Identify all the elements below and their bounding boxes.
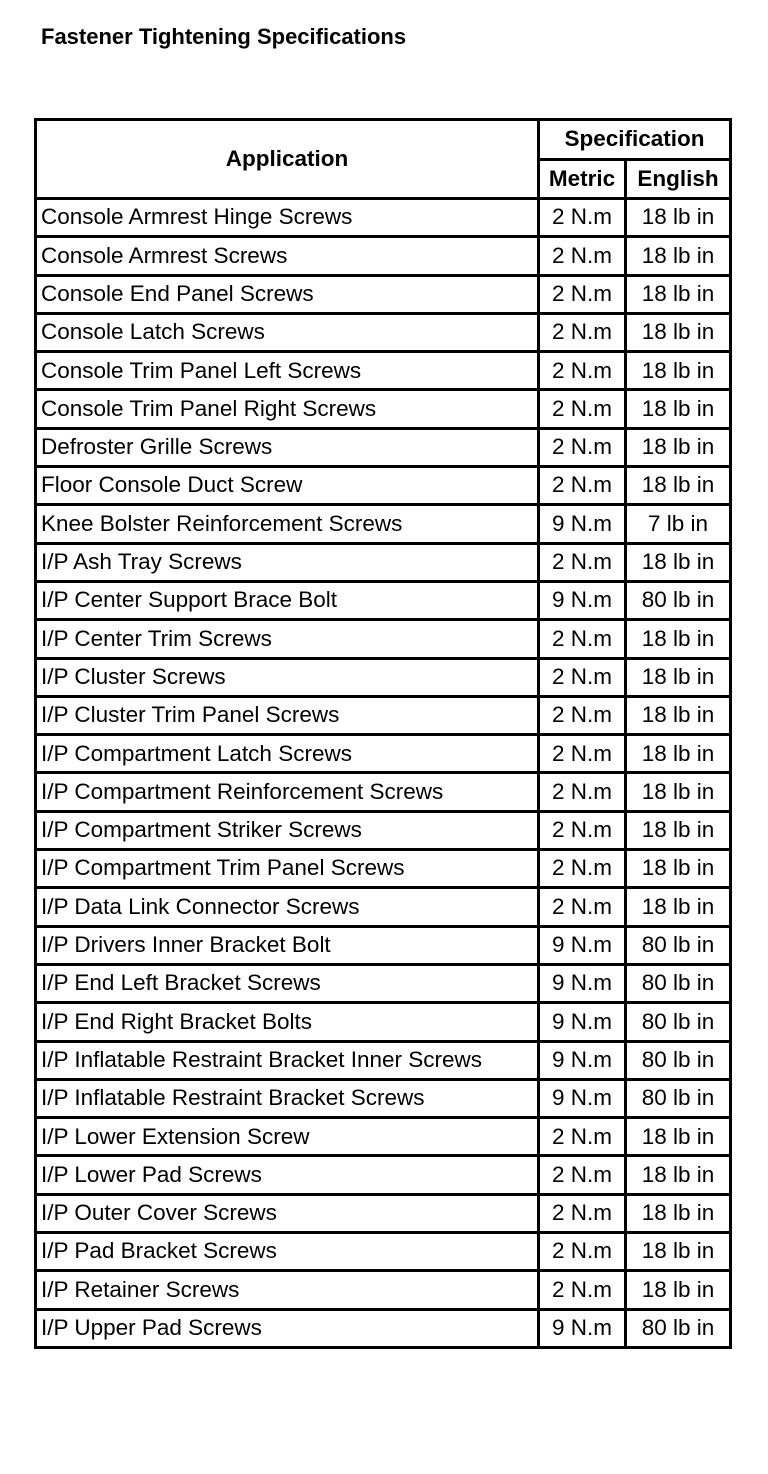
table-row bbox=[36, 1233, 731, 1271]
metric-cell: 2 N.m bbox=[539, 237, 626, 275]
english-cell: 80 lb in bbox=[626, 581, 731, 619]
table-row bbox=[36, 581, 731, 619]
application-cell: I/P Upper Pad Screws bbox=[36, 1309, 539, 1347]
metric-cell: 9 N.m bbox=[539, 581, 626, 619]
table-row bbox=[36, 926, 731, 964]
table-row bbox=[36, 1041, 731, 1079]
english-cell: 18 lb in bbox=[626, 1233, 731, 1271]
page-title: Fastener Tightening Specifications bbox=[41, 24, 407, 49]
specification-column-header: Specification bbox=[539, 120, 731, 160]
english-cell: 18 lb in bbox=[626, 543, 731, 581]
application-cell: Console End Panel Screws bbox=[36, 275, 539, 313]
application-cell: I/P Data Link Connector Screws bbox=[36, 888, 539, 926]
table-row bbox=[36, 1118, 731, 1156]
metric-cell: 9 N.m bbox=[539, 1041, 626, 1079]
application-cell: I/P Retainer Screws bbox=[36, 1271, 539, 1309]
table-row bbox=[36, 543, 731, 581]
application-cell: I/P End Left Bracket Screws bbox=[36, 964, 539, 1002]
table-row bbox=[36, 199, 731, 237]
application-column-header: Application bbox=[36, 120, 539, 199]
metric-cell: 2 N.m bbox=[539, 773, 626, 811]
english-cell: 18 lb in bbox=[626, 696, 731, 734]
table-row bbox=[36, 696, 731, 734]
english-cell: 18 lb in bbox=[626, 773, 731, 811]
english-cell: 18 lb in bbox=[626, 735, 731, 773]
table-row bbox=[36, 1271, 731, 1309]
english-cell: 80 lb in bbox=[626, 926, 731, 964]
metric-cell: 2 N.m bbox=[539, 428, 626, 466]
metric-cell: 2 N.m bbox=[539, 1233, 626, 1271]
metric-cell: 2 N.m bbox=[539, 658, 626, 696]
application-cell: I/P Drivers Inner Bracket Bolt bbox=[36, 926, 539, 964]
application-cell: I/P Compartment Reinforcement Screws bbox=[36, 773, 539, 811]
application-cell: I/P Cluster Screws bbox=[36, 658, 539, 696]
application-cell: Console Trim Panel Left Screws bbox=[36, 352, 539, 390]
english-cell: 18 lb in bbox=[626, 888, 731, 926]
metric-cell: 2 N.m bbox=[539, 1118, 626, 1156]
table-row bbox=[36, 811, 731, 849]
header-row-top bbox=[36, 120, 731, 160]
table-body bbox=[36, 199, 731, 1348]
metric-cell: 9 N.m bbox=[539, 926, 626, 964]
application-cell: I/P Inflatable Restraint Bracket Screws bbox=[36, 1079, 539, 1117]
english-cell: 18 lb in bbox=[626, 811, 731, 849]
english-cell: 80 lb in bbox=[626, 964, 731, 1002]
metric-cell: 2 N.m bbox=[539, 352, 626, 390]
metric-cell: 9 N.m bbox=[539, 1309, 626, 1347]
metric-cell: 2 N.m bbox=[539, 811, 626, 849]
table-row bbox=[36, 1079, 731, 1117]
application-cell: Console Latch Screws bbox=[36, 313, 539, 351]
english-cell: 18 lb in bbox=[626, 1194, 731, 1232]
table-row bbox=[36, 773, 731, 811]
english-cell: 18 lb in bbox=[626, 390, 731, 428]
metric-cell: 2 N.m bbox=[539, 313, 626, 351]
metric-cell: 9 N.m bbox=[539, 1003, 626, 1041]
table-row bbox=[36, 735, 731, 773]
metric-cell: 9 N.m bbox=[539, 964, 626, 1002]
metric-cell: 2 N.m bbox=[539, 735, 626, 773]
metric-cell: 9 N.m bbox=[539, 505, 626, 543]
english-cell: 18 lb in bbox=[626, 352, 731, 390]
application-cell: I/P Compartment Latch Screws bbox=[36, 735, 539, 773]
english-column-header: English bbox=[626, 159, 731, 199]
table-row bbox=[36, 1309, 731, 1347]
table-row bbox=[36, 658, 731, 696]
metric-cell: 2 N.m bbox=[539, 888, 626, 926]
english-cell: 80 lb in bbox=[626, 1003, 731, 1041]
application-cell: Floor Console Duct Screw bbox=[36, 467, 539, 505]
table-row bbox=[36, 964, 731, 1002]
application-cell: I/P Compartment Striker Screws bbox=[36, 811, 539, 849]
metric-cell: 2 N.m bbox=[539, 1271, 626, 1309]
table-row bbox=[36, 428, 731, 466]
english-cell: 18 lb in bbox=[626, 275, 731, 313]
table-row bbox=[36, 237, 731, 275]
application-cell: Knee Bolster Reinforcement Screws bbox=[36, 505, 539, 543]
application-cell: I/P Center Trim Screws bbox=[36, 620, 539, 658]
english-cell: 80 lb in bbox=[626, 1041, 731, 1079]
english-cell: 18 lb in bbox=[626, 313, 731, 351]
metric-cell: 2 N.m bbox=[539, 1156, 626, 1194]
metric-column-header: Metric bbox=[539, 159, 626, 199]
metric-cell: 2 N.m bbox=[539, 696, 626, 734]
metric-cell: 2 N.m bbox=[539, 620, 626, 658]
table-row bbox=[36, 467, 731, 505]
fastener-spec-table bbox=[34, 118, 732, 1349]
application-cell: I/P Ash Tray Screws bbox=[36, 543, 539, 581]
table-row bbox=[36, 352, 731, 390]
english-cell: 18 lb in bbox=[626, 1156, 731, 1194]
metric-cell: 2 N.m bbox=[539, 1194, 626, 1232]
english-cell: 18 lb in bbox=[626, 467, 731, 505]
english-cell: 18 lb in bbox=[626, 658, 731, 696]
table-row bbox=[36, 1194, 731, 1232]
metric-cell: 9 N.m bbox=[539, 1079, 626, 1117]
english-cell: 80 lb in bbox=[626, 1309, 731, 1347]
metric-cell: 2 N.m bbox=[539, 199, 626, 237]
application-cell: Console Armrest Hinge Screws bbox=[36, 199, 539, 237]
table-row bbox=[36, 390, 731, 428]
metric-cell: 2 N.m bbox=[539, 275, 626, 313]
english-cell: 80 lb in bbox=[626, 1079, 731, 1117]
table-row bbox=[36, 1003, 731, 1041]
table-row bbox=[36, 888, 731, 926]
english-cell: 18 lb in bbox=[626, 199, 731, 237]
application-cell: I/P Center Support Brace Bolt bbox=[36, 581, 539, 619]
application-cell: I/P Cluster Trim Panel Screws bbox=[36, 696, 539, 734]
table-row bbox=[36, 1156, 731, 1194]
english-cell: 18 lb in bbox=[626, 850, 731, 888]
application-cell: I/P End Right Bracket Bolts bbox=[36, 1003, 539, 1041]
metric-cell: 2 N.m bbox=[539, 390, 626, 428]
table-row bbox=[36, 313, 731, 351]
table-row bbox=[36, 505, 731, 543]
metric-cell: 2 N.m bbox=[539, 850, 626, 888]
application-cell: I/P Lower Extension Screw bbox=[36, 1118, 539, 1156]
metric-cell: 2 N.m bbox=[539, 543, 626, 581]
application-cell: I/P Inflatable Restraint Bracket Inner Screws bbox=[36, 1041, 539, 1079]
application-cell: Console Trim Panel Right Screws bbox=[36, 390, 539, 428]
english-cell: 18 lb in bbox=[626, 237, 731, 275]
application-cell: Defroster Grille Screws bbox=[36, 428, 539, 466]
application-cell: I/P Pad Bracket Screws bbox=[36, 1233, 539, 1271]
table-row bbox=[36, 275, 731, 313]
metric-cell: 2 N.m bbox=[539, 467, 626, 505]
english-cell: 18 lb in bbox=[626, 428, 731, 466]
english-cell: 18 lb in bbox=[626, 1118, 731, 1156]
table-row bbox=[36, 850, 731, 888]
application-cell: Console Armrest Screws bbox=[36, 237, 539, 275]
english-cell: 7 lb in bbox=[626, 505, 731, 543]
table-row bbox=[36, 620, 731, 658]
table-header bbox=[36, 120, 731, 199]
english-cell: 18 lb in bbox=[626, 1271, 731, 1309]
english-cell: 18 lb in bbox=[626, 620, 731, 658]
application-cell: I/P Lower Pad Screws bbox=[36, 1156, 539, 1194]
application-cell: I/P Compartment Trim Panel Screws bbox=[36, 850, 539, 888]
application-cell: I/P Outer Cover Screws bbox=[36, 1194, 539, 1232]
